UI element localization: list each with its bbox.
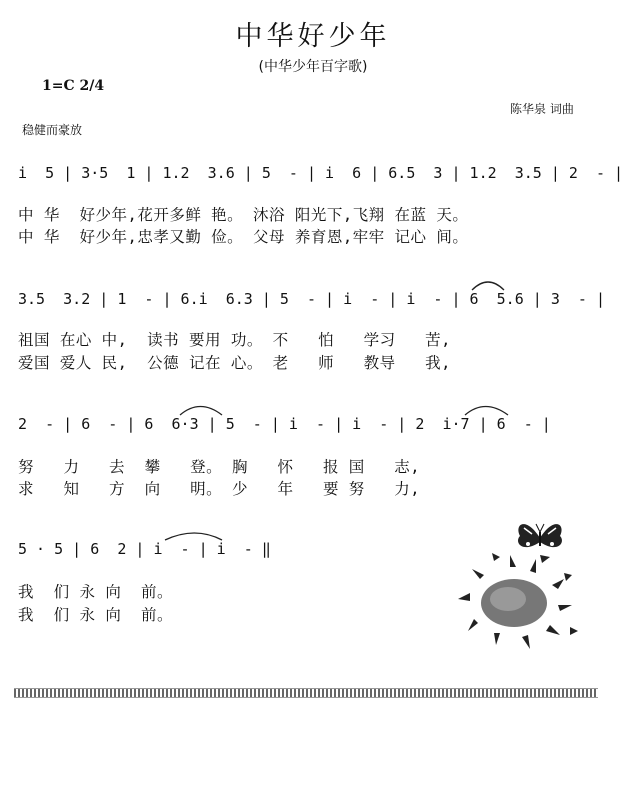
lyric-line-1b: 中 华 好少年,忠孝又勤 俭。 父母 养育恩,牢牢 记心 间。 bbox=[18, 228, 469, 246]
author-credit: 陈华泉 词曲 bbox=[510, 102, 574, 116]
tempo-marking: 稳健而豪放 bbox=[22, 123, 83, 137]
slur-mark bbox=[465, 407, 508, 416]
slur-mark bbox=[180, 407, 222, 416]
lyric-line-2b: 爱国 爱人 民, 公德 记在 心。 老 师 教导 我, bbox=[18, 354, 451, 372]
lyric-line-3b: 求 知 方 向 明。 少 年 要 努 力, bbox=[18, 480, 421, 498]
notation-line-2: 3.5 3.2 | 1 - | 6.i 6.3 | 5 - | i - | i - | 6 5.6 | 3 - | bbox=[18, 290, 605, 308]
lyric-line-4a: 我 们 永 向 前。 bbox=[18, 583, 173, 601]
lyric-line-2a: 祖国 在心 中, 读书 要用 功。 不 怕 学习 苦, bbox=[18, 331, 451, 349]
notation-line-3: 2 - | 6 - | 6 6·3 | 5 - | i - | i - | 2 i·7 | 6 - | bbox=[18, 415, 551, 433]
slur-mark bbox=[472, 282, 504, 290]
notation-line-4: 5 · 5 | 6 2 | i - | i - ‖ bbox=[18, 540, 271, 558]
butterfly-icon bbox=[518, 524, 562, 547]
key-signature: 1=C 2/4 bbox=[42, 78, 105, 94]
lyric-line-1a: 中 华 好少年,花开多鲜 艳。 沐浴 阳光下,飞翔 在蓝 天。 bbox=[18, 206, 469, 224]
lyric-line-3a: 努 力 去 攀 登。 胸 怀 报 国 志, bbox=[18, 458, 421, 476]
song-title: 中华好少年 bbox=[235, 21, 391, 52]
lyric-line-4b: 我 们 永 向 前。 bbox=[18, 606, 173, 624]
bottom-border-rule bbox=[14, 688, 598, 698]
notation-line-1: i 5 | 3·5 1 | 1.2 3.6 | 5 - | i 6 | 6.5 3 | 1.2 3.5 | 2 - | bbox=[18, 164, 624, 182]
slur-mark bbox=[165, 533, 222, 540]
song-subtitle: (中华少年百字歌) bbox=[258, 59, 368, 75]
flower-icon bbox=[458, 553, 578, 649]
